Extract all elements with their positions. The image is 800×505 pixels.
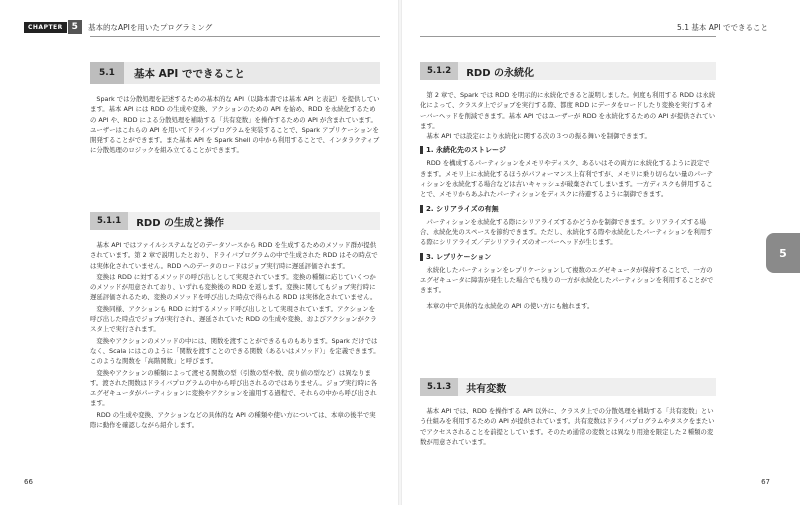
paragraph: 永続化したパーティションをレプリケーションして複数のエグゼキュータが保持することで、一方のエグゼキュータに障害が発生した場合でも残りの一方が永続化したパーティションを利用することができます。 [420,265,714,295]
page-number-left: 66 [24,478,33,486]
item-heading: 1. 永続化先のストレージ [420,145,716,155]
subsection-heading [90,212,380,230]
paragraph: 変換やアクションの種類によって渡せる関数の型（引数の型や数、戻り値の型など）は異なります。渡された関数はドライバプログラムの中から呼び出されるのではありません。ジョブ実行時に各エグゼキュータがパーティションに変換やアクションを適用する過程で、それらの中から呼び出されます。 [90,368,377,408]
subsection-number: 5.1.2 [420,62,458,80]
paragraph: 本章の中で具体的な永続化の API の使い方にも触れます。 [426,302,594,311]
subsection-body [90,240,380,430]
paragraph: 基本 API では、RDD を操作する API 以外に、クラスタ上での分散処理を補助する「共有変数」という仕組みを利用するための API が提供されています。共有変数はドライバプログラムやタスクをまたいでアクセスされることを前提としています。そのため通常の変数とは異なり用途を限定した２種類の変数が用意されています。 [420,407,715,446]
subsection-heading [420,62,716,80]
chapter-number: 5 [68,20,82,34]
paragraph: RDD を構成するパーティションをメモリやディスク、あるいはその両方に永続化するように設定できます。メモリ上に永続化するほうがパフォーマンス上有利ですが、メモリに乗り切らない量のパーティションを永続化する場合などは古いキャッシュが破棄されてしまいます。一方ディスクも併用することで、メモリからあふれたパーティションをディスクに待避するように制御できます。 [420,159,713,199]
subsection-number: 5.1.3 [420,378,458,396]
subsection-number: 5.1.1 [90,212,128,230]
header-rule [90,36,380,37]
chapter-side-tab: 5 [766,233,800,273]
heading-bar-icon [420,253,423,261]
paragraph: 第 2 章で、Spark では RDD を明示的に永続化できると説明しました。何度も利用する RDD は永続化によって、クラスタ上でジョブを実行する際、都度 RDD にデータをロードしたり変換を実行するオーバーヘッドを削減できます。基本 API ではユーザーが RDD を永続化するための API が提供されています。 [420,91,716,130]
chapter-label: CHAPTER [24,22,67,33]
heading-bar-icon [420,146,423,154]
paragraph: 変換やアクションのメソッドの中には、関数を渡すことができるものもあります。Spark だけではなく、Scala にはこのように「関数を渡すことのできる関数（あるいはメソッド）」を定義できます。このような関数を「高階関数」と呼びます。 [90,336,380,366]
paragraph: RDD の生成や変換、アクションなどの具体的な API の種類や使い方については、本章の後半で実際に動作を確認しながら紹介します。 [90,410,376,430]
section-title: 基本 API でできること [133,67,245,80]
right-page [400,0,800,505]
header-rule [420,36,716,37]
section-number: 5.1 [90,62,124,84]
subsection-title: RDD の生成と操作 [136,217,224,229]
heading-bar-icon [420,205,423,213]
subsection-title: 共有変数 [466,383,507,395]
running-head-left: 基本的なAPIを用いたプログラミング [88,23,213,32]
item-heading: 2. シリアライズの有無 [420,204,716,214]
paragraph: 変換同様、アクションも RDD に対するメソッド呼び出しとして実現されています。アクションを呼び出した時点でジョブが実行され、遅延されていた RDD の生成や変換、およびアクションがクラスタ上で実行されます。 [90,304,377,334]
paragraph: 基本 API では設定により永続化に関する次の３つの振る舞いを制御できます。 [426,132,651,141]
section-intro: Spark では分散処理を記述するための基本的な API（以降本書では基本 API と表記）を提供しています。基本 API には RDD の生成や変換、アクションのための API を始め、RDD を永続化するための API や、RDD による分散処理を補助する「共有変数」を操作するための API が含まれています。ユーザーはこれらの API を用いてドライバプログラムを実装することで、Spark アプリケーションを開発することができます。また基本 API を Spark Shell の中から利用することで、インタラクティブに分散処理のロジックを組み立てることができます。 [90,95,380,155]
page-number-right: 67 [761,478,770,486]
chapter-tag [24,20,82,34]
running-head-right: 5.1 基本 API でできること [677,23,768,32]
paragraph: 変換は RDD に対するメソッドの呼び出しとして実現されています。変換の種類に応じていくつかのメソッドが用意されており、いずれも変換後の RDD を返します。変換に関してもジョブ実行時に遅延評価されるため、変換のメソッドを呼び出した時点で得られる RDD は実体化されていません。 [90,272,377,302]
subsection-title: RDD の永続化 [466,67,534,79]
paragraph: 基本 API ではファイルシステムなどのデータソースから RDD を生成するためのメソッド群が提供されています。第 2 章で説明したとおり、ドライバプログラムの中で生成された RDD はその時点では実体化されていません。RDD へのデータのロードはジョブ実行時に遅延評価されます。 [90,241,378,270]
persistence-body [420,90,716,312]
section-heading [90,62,380,84]
paragraph: パーティションを永続化する際にシリアライズするかどうかを制御できます。シリアライズする場合、永続化先のスペースを節約できます。ただし、永続化する際や永続化したパーティションを利用する際にシリアライズ／デシリアライズのオーバーヘッドが生じます。 [420,217,713,247]
item-heading: 3. レプリケーション [420,252,716,262]
subsection-heading [420,378,716,396]
